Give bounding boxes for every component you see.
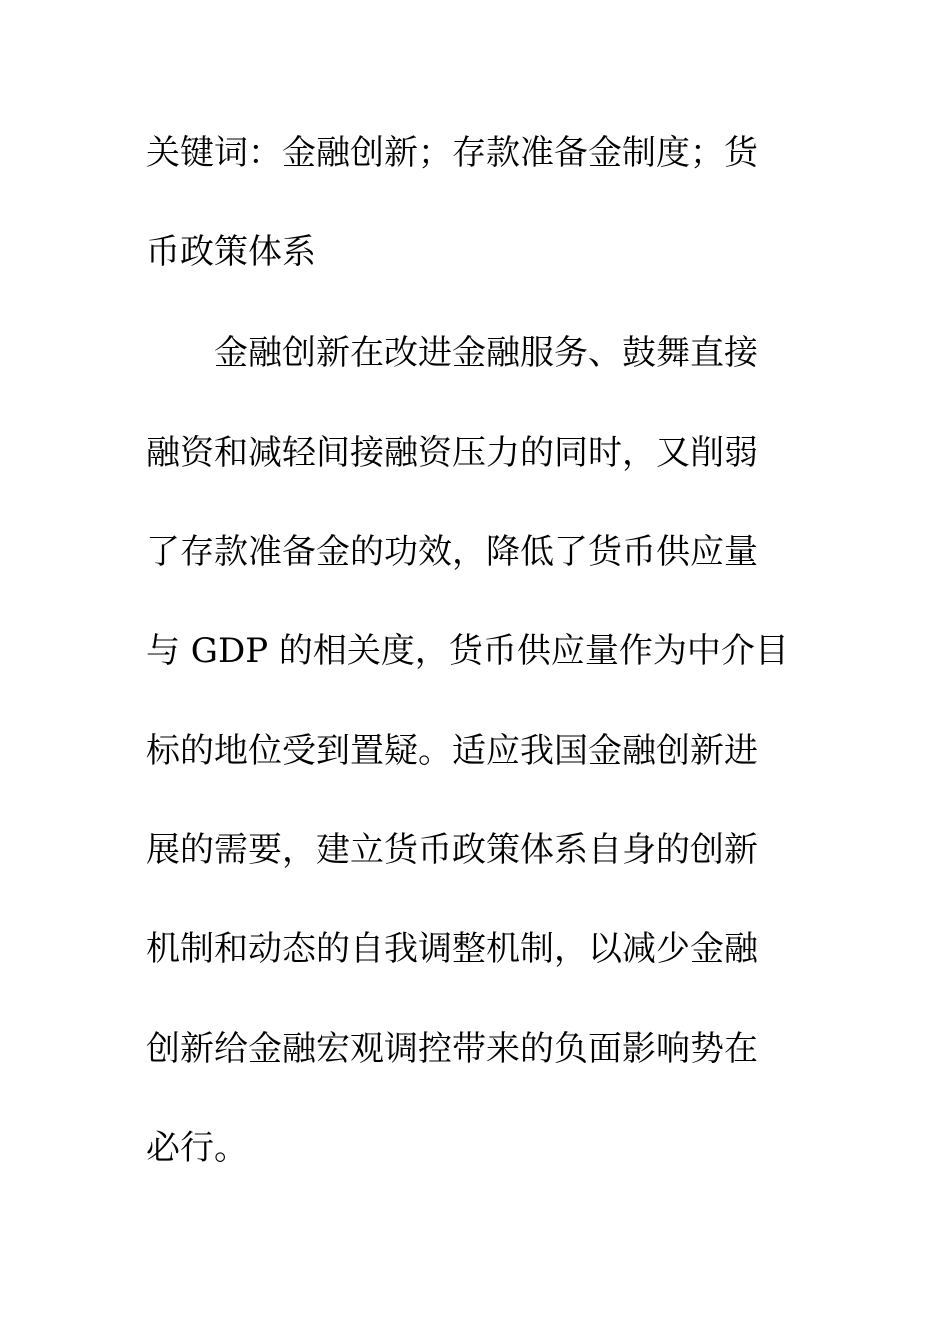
paragraph-line: 与 GDP 的相关度，货币供应量作为中介目 [146, 631, 789, 671]
paragraph-line: 必行。 [146, 1128, 248, 1168]
keywords-line: 关键词：金融创新；存款准备金制度；货 [146, 133, 758, 173]
paragraph-line: 金融创新在改进金融服务、鼓舞直接 [214, 333, 758, 373]
paragraph-line: 机制和动态的自我调整机制，以减少金融 [146, 929, 758, 969]
paragraph-line: 标的地位受到置疑。适应我国金融创新进 [146, 731, 758, 771]
paragraph-line: 融资和减轻间接融资压力的同时，又削弱 [146, 433, 758, 473]
paragraph-line: 了存款准备金的功效，降低了货币供应量 [146, 532, 758, 572]
keywords-line: 币政策体系 [146, 232, 316, 272]
paragraph-line: 创新给金融宏观调控带来的负面影响势在 [146, 1029, 758, 1069]
paragraph-line: 展的需要，建立货币政策体系自身的创新 [146, 830, 758, 870]
